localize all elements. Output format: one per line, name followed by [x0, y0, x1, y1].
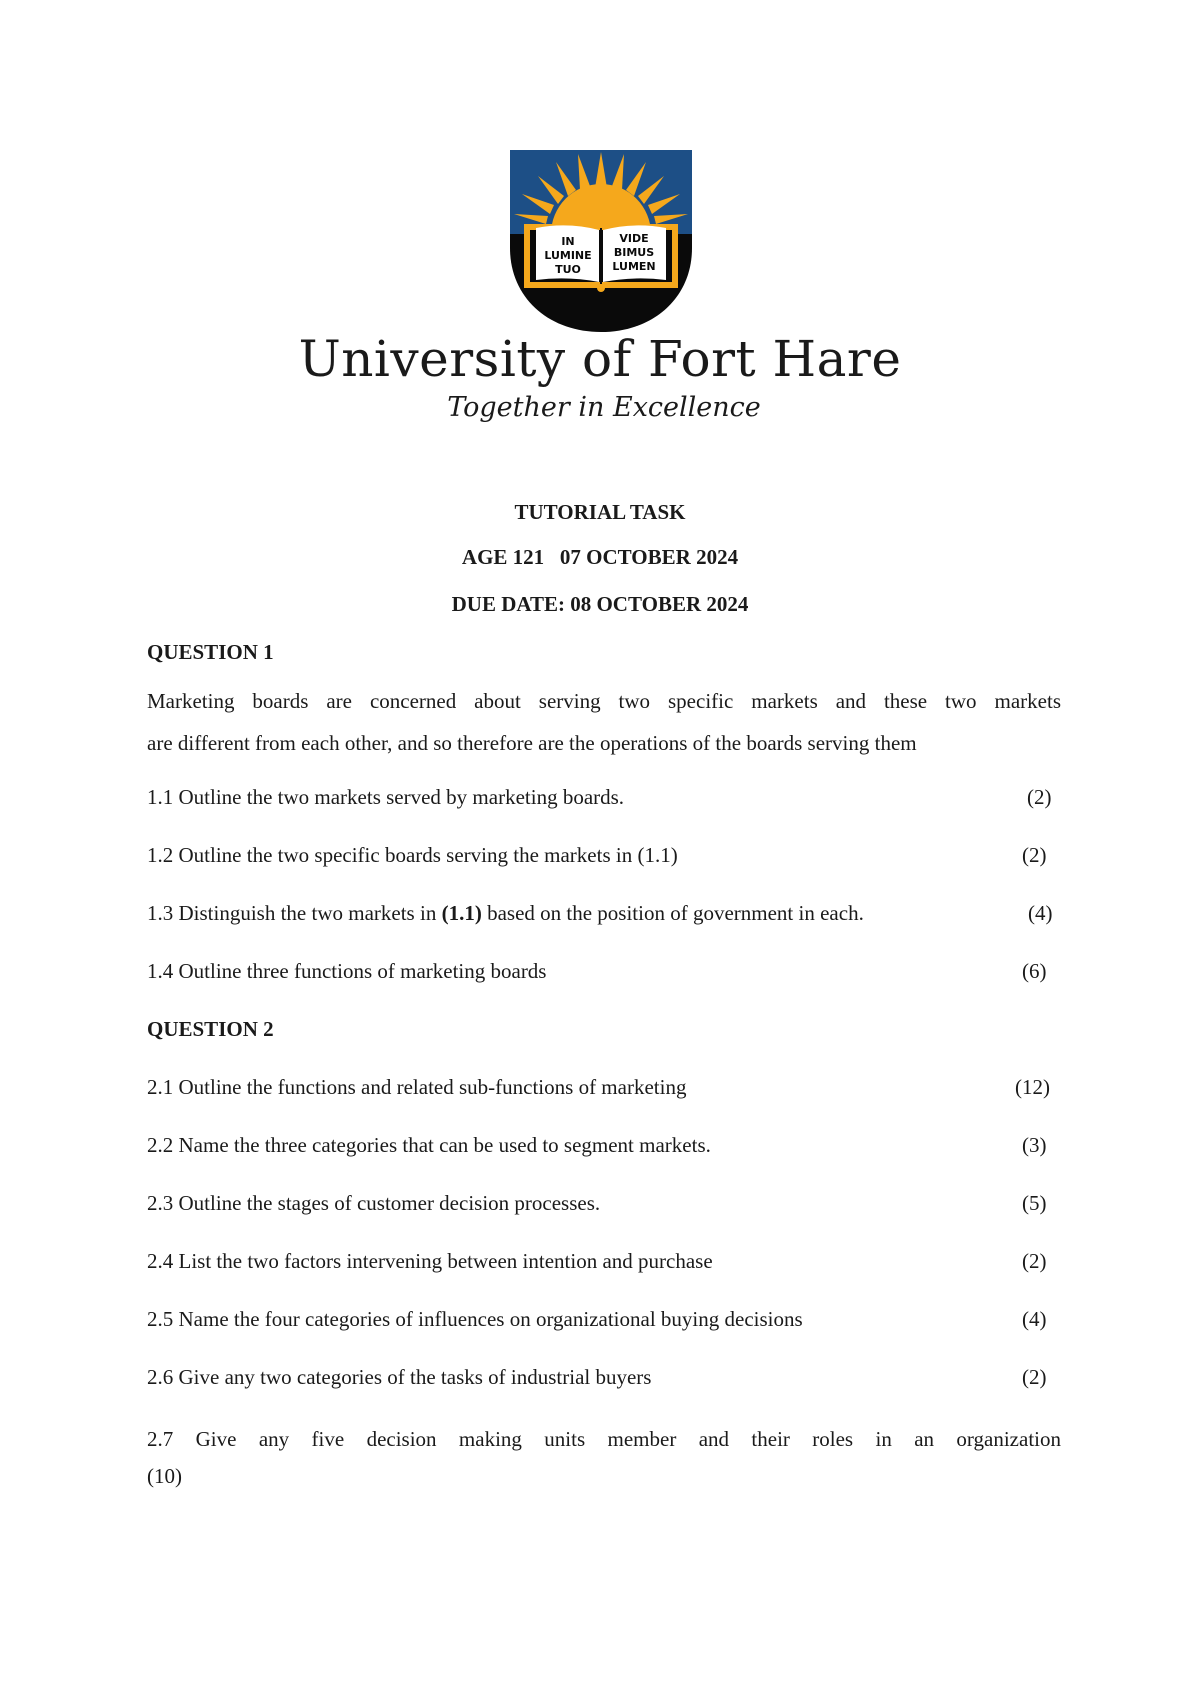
crest-motto-left-1: IN	[561, 235, 575, 248]
question-marks: (4)	[1022, 1307, 1047, 1331]
document-title: TUTORIAL TASK	[514, 500, 686, 524]
question-item-1-2	[147, 843, 1057, 873]
question-marks: (5)	[1022, 1191, 1047, 1215]
question-text	[147, 901, 864, 926]
question-marks: (12)	[1015, 1075, 1050, 1099]
question-text: 1.4 Outline three functions of marketing boards	[147, 959, 547, 983]
question-text: 2.1 Outline the functions and related sub-functions of marketing	[147, 1075, 687, 1099]
question-text: 2.5 Name the four categories of influences on organizational buying decisions	[147, 1307, 803, 1331]
crest-motto-left-2: LUMINE	[544, 249, 592, 262]
question-1-intro-line-2: are different from each other, and so therefore are the operations of the boards serving them	[147, 731, 917, 755]
university-tagline: Together in Excellence	[447, 392, 761, 423]
question-text: 1.2 Outline the two specific boards serving the markets in (1.1)	[147, 843, 678, 867]
question-item-2-6	[147, 1365, 1057, 1395]
question-marks: (2)	[1022, 843, 1047, 867]
question-marks: (2)	[1022, 1365, 1047, 1389]
question-2-heading: QUESTION 2	[147, 1017, 274, 1041]
question-item-2-7-marks: (10)	[147, 1464, 182, 1488]
question-text: 2.3 Outline the stages of customer decision processes.	[147, 1191, 601, 1215]
course-date-line: AGE 121 07 OCTOBER 2024	[461, 545, 739, 569]
question-text-reference: (1.1)	[441, 901, 482, 925]
crest-motto-left-3: TUO	[555, 263, 581, 276]
question-item-1-1	[147, 785, 1057, 815]
university-crest-logo	[508, 148, 694, 334]
question-text: 2.6 Give any two categories of the tasks of industrial buyers	[147, 1365, 652, 1389]
question-marks: (4)	[1028, 901, 1053, 925]
question-item-2-1	[147, 1075, 1057, 1105]
question-1-intro-line-1: Marketing boards are concerned about serving two specific markets and these two markets	[147, 689, 1061, 713]
question-item-2-5	[147, 1307, 1057, 1337]
question-text: 2.2 Name the three categories that can be used to segment markets.	[147, 1133, 711, 1157]
question-item-2-3	[147, 1191, 1057, 1221]
question-item-2-2	[147, 1133, 1057, 1163]
question-marks: (2)	[1027, 785, 1052, 809]
question-marks: (6)	[1022, 959, 1047, 983]
question-marks: (2)	[1022, 1249, 1047, 1273]
question-text-part: based on the position of government in each.	[481, 901, 864, 925]
question-item-1-3	[147, 901, 1057, 931]
question-item-2-7-text: 2.7 Give any five decision making units member and their roles in an organization	[147, 1427, 1061, 1451]
question-marks: (3)	[1022, 1133, 1047, 1157]
question-item-1-4	[147, 959, 1057, 989]
crest-motto-right-1: VIDE	[619, 232, 649, 245]
crest-motto-right-3: LUMEN	[612, 260, 656, 273]
due-date-line: DUE DATE: 08 OCTOBER 2024	[451, 592, 749, 616]
question-text-part: 1.3 Distinguish the two markets in	[147, 901, 442, 925]
question-text: 2.4 List the two factors intervening between intention and purchase	[147, 1249, 713, 1273]
crest-motto-right-2: BIMUS	[613, 246, 655, 259]
question-item-2-4	[147, 1249, 1057, 1279]
question-1-heading: QUESTION 1	[147, 640, 274, 664]
question-text: 1.1 Outline the two markets served by marketing boards.	[147, 785, 625, 809]
university-name: University of Fort Hare	[298, 330, 902, 388]
